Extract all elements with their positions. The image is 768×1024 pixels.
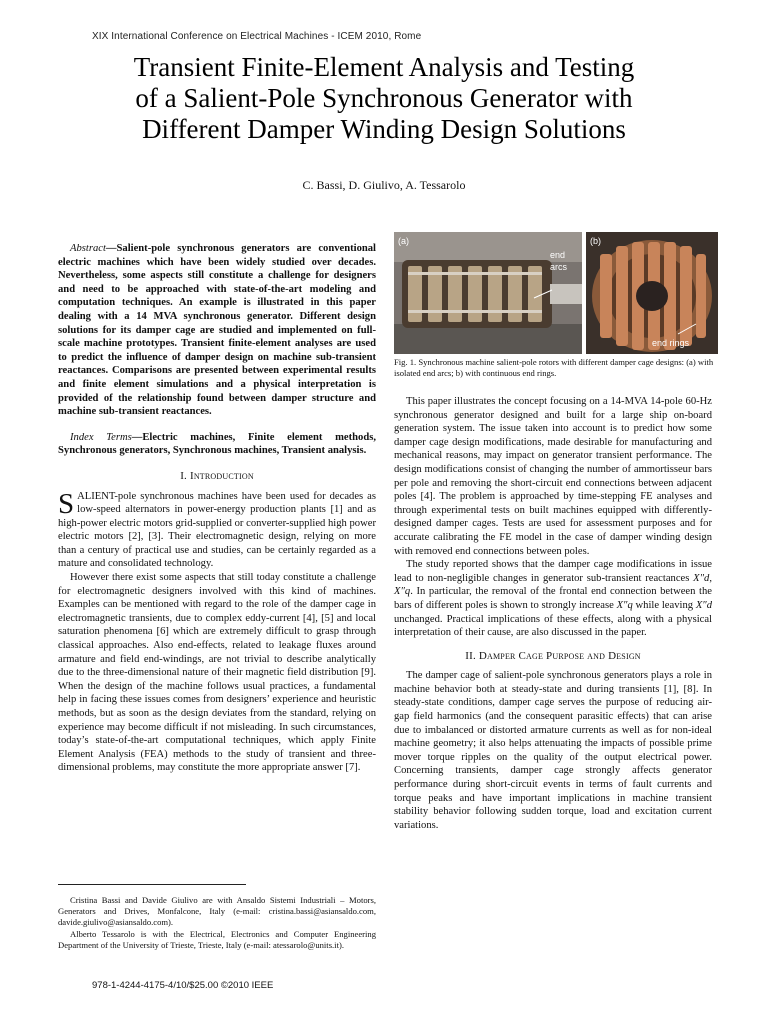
figure-caption: Fig. 1. Synchronous machine salient-pole rotors with different damper cage designs: (a) with isolated end arcs; b) with continuous end rings. [394,357,714,378]
symbol-xd: X″d [695,599,713,611]
conference-header: XIX International Conference on Electrical Machines - ICEM 2010, Rome [92,31,422,42]
intro-paragraph-2: However there exist some aspects that still today constitute a challenge for electromagnetic designers involved with this kind of machines. Examples can be mentioned with regard to the role of the damper cage in electromagnetic transients, due to complex eddy-current [4], [5] and local saturation phenomena [6] which are extremely difficult to grasp through classical approaches. Also end-effects, related to leakage fluxes around armature and field end-windings, are not trivial to describe analytically due to the three-dimensional nature of their magnetic field distribution [9]. When the design of the machine follows usual practices, a fundamental help in facing these issues comes from designers’ experience and heuristic methods, but as soon as the design deviates from the standard, relying on experience may become difficult if not misleading. In such circumstances, today’s state-of-the-art computational techniques, which apply Finite Element Analysis (FEA) methods to the study of transient and three-dimensional problems, may constitute the more appropriate answer [7]. [58,572,376,774]
title-line: Different Damper Winding Design Solutions [142,114,626,144]
intro-paragraph-1-text: ALIENT-pole synchronous machines have been used for decades as low-speed alternators in power-energy production plants [1] and as high-power electric motors grid-supplied or converter-supplied high power electric motors [2], [3]. Their electromagnetic design, relying on more than a century of practical use and studies, can be certainly regarded as a mature and consolidated technology. [58,490,376,570]
rotor-photo-b [586,232,718,354]
left-column [58,242,376,775]
section-number: II. [465,649,476,662]
text-run: unchanged. Practical implications of these effects, along with a physical interpretation of their cause, are also discussed in the paper. [394,613,712,639]
right-paragraph-3: The damper cage of salient-pole synchronous generators plays a role in machine behavior both at steady-state and during transients [1], [8]. In steady-state conditions, damper cage serves the purpose of reducing air-gap field harmonics (and the consequent parasitic effects) that can arise due to imbalanced or distorted armature currents as well as for non-ideal machine geometry; it also helps attenuating the impacts of possible prime mover torque ripples on the quality of the output electrical power. Concerning transients, damper cage strongly affects generator performance during short-circuit events in terms of fault currents and torque peaks and have important implications in machine transient stability behavior following sudden torque, load and excitation current variations. [394,670,712,831]
rotor-b-illustration [586,232,718,354]
footnotes [58,895,376,951]
figure-label-a: (a) [398,236,409,246]
symbol-xq: X″q [394,586,411,598]
index-terms-label: Index Terms [70,431,132,443]
footnote-divider [58,884,246,885]
authors: C. Bassi, D. Giulivo, A. Tessarolo [302,178,466,192]
right-paragraph-1: This paper illustrates the concept focusing on a 14-MVA 14-pole 60-Hz synchronous generator designed and built for a large ship on-board generation system. The issue taken into account is to predict how some damper cage design modifications, made desirable for manufacturing and mechanical reasons, may impact on generator transient performance. The design modifications consist of changing the number of ammortisseur bars per pole and removing the short-circuit end connections between adjacent poles [4]. The problem is approached by time-stepping FE analyses and through experimental tests on built machines equipped with differently-designed damper cages. Tests are used for assessment purposes and for accurate calibrating the FE model in the case of damper winding design with removed end connections between poles. [394,396,712,557]
paper-title [70,52,698,145]
title-line: Transient Finite-Element Analysis and Testing [133,52,635,82]
figure-arrow-label-a-line1: end [550,250,566,260]
right-column [394,395,712,832]
abstract [58,242,376,419]
figure-arrow-label-a-line2: arcs [550,262,568,272]
abstract-text: —Salient-pole synchronous generators are conventional electric machines which have been widely studied over decades. Nevertheless, some aspects still constitute a challenge for designers and need to be approached with state-of-the-art modeling and computation techniques. An example is illustrated in this paper dealing with a 14 MVA synchronous generator. Different design solutions for its damper cage are studied and implemented on full-scale machine prototypes. Transient finite-element analyses are used to predict the influence of damper design on machine sub-transient reactances. Comparisons are presented between experimental results and finite element simulations and a physical interpretation is provided of the relationship found between damper structure and machine sub-transient reactances. [58,243,376,418]
text-run: while leaving [632,599,696,611]
rotor-photo-a [394,232,582,354]
figure-1 [394,232,718,354]
section-title: Introduction [189,469,254,482]
section-heading-damper [394,650,712,664]
text-run: . In particular, the removal of the frontal end connection between the bars of different poles is shown to strongly increase [394,586,712,611]
drop-cap: S [58,487,75,520]
index-terms-text: —Electric machines, Finite element methods, Synchronous generators, Synchronous machines, Transient analysis. [58,431,376,457]
text-run: The study reported shows that the damper cage modifications in issue lead to non-negligible changes in generator sub-transient reactances [394,559,712,584]
section-heading-introduction [58,470,376,484]
symbol-xd: X″d [693,572,710,584]
index-terms [58,431,376,458]
abstract-label: Abstract [70,243,106,254]
section-number: I. [180,469,188,482]
copyright-line: 978-1-4244-4175-4/10/$25.00 ©2010 IEEE [92,980,274,991]
symbol-xq: X″q [616,599,633,611]
intro-paragraph-1 [58,487,376,572]
footnote: Alberto Tessarolo is with the Electrical, Electronics and Computer Engineering Department of the University of Trieste, Trieste, Italy (e-mail: atessarolo@units.it). [58,928,376,950]
footnote: Cristina Bassi and Davide Giulivo are with Ansaldo Sistemi Industriali – Motors, Generators and Drives, Monfalcone, Italy (e-mail: cristina.bassi@asiansaldo.com, davide.giulivo@asiansaldo.com). [58,895,376,928]
right-paragraph-2 [394,558,712,640]
text-run: , [709,572,712,584]
section-title: Damper Cage Purpose and Design [478,649,641,662]
figure-label-b: (b) [590,236,601,246]
title-line: of a Salient-Pole Synchronous Generator with [135,83,633,113]
figure-arrow-label-b: end rings [652,338,690,348]
